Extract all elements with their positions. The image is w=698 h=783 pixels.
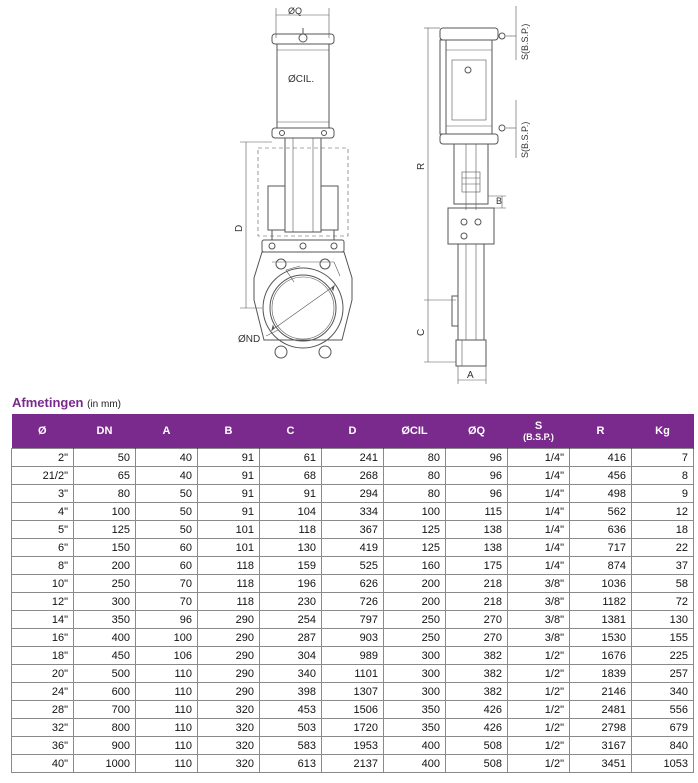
- table-cell: 525: [322, 557, 384, 575]
- table-cell: 426: [446, 719, 508, 737]
- table-cell: 22: [632, 539, 694, 557]
- table-cell: 340: [260, 665, 322, 683]
- table-cell: 400: [74, 629, 136, 647]
- table-cell: 196: [260, 575, 322, 593]
- table-cell: 125: [384, 521, 446, 539]
- table-cell: 101: [198, 521, 260, 539]
- table-cell: 91: [198, 449, 260, 467]
- table-cell: 400: [384, 737, 446, 755]
- table-row: [12, 719, 694, 737]
- table-cell: 3": [12, 485, 74, 503]
- table-cell: 1053: [632, 755, 694, 773]
- table-cell: 250: [384, 629, 446, 647]
- header-cell: D: [322, 414, 384, 449]
- table-cell: 294: [322, 485, 384, 503]
- table-cell: 110: [136, 755, 198, 773]
- table-cell: 290: [198, 683, 260, 701]
- table-cell: 268: [322, 467, 384, 485]
- table-cell: 717: [570, 539, 632, 557]
- table-cell: 2146: [570, 683, 632, 701]
- table-cell: 2": [12, 449, 74, 467]
- label-cil: ØCIL.: [288, 74, 315, 85]
- table-cell: 583: [260, 737, 322, 755]
- label-s-top: S(B.S.P.): [520, 23, 530, 60]
- table-cell: 456: [570, 467, 632, 485]
- table-cell: 4": [12, 503, 74, 521]
- table-cell: 175: [446, 557, 508, 575]
- table-cell: 1/2": [508, 683, 570, 701]
- label-r: R: [416, 162, 427, 170]
- table-cell: 100: [136, 629, 198, 647]
- table-cell: 72: [632, 593, 694, 611]
- table-cell: 8": [12, 557, 74, 575]
- table-cell: 562: [570, 503, 632, 521]
- table-cell: 60: [136, 557, 198, 575]
- table-cell: 10": [12, 575, 74, 593]
- table-cell: 1/2": [508, 755, 570, 773]
- table-cell: 503: [260, 719, 322, 737]
- table-cell: 36": [12, 737, 74, 755]
- table-row: [12, 467, 694, 485]
- table-body: [12, 449, 694, 773]
- table-cell: 1720: [322, 719, 384, 737]
- table-row: [12, 593, 694, 611]
- table-cell: 382: [446, 665, 508, 683]
- header-s-label: S: [534, 420, 543, 432]
- table-cell: 3/8": [508, 629, 570, 647]
- table-cell: 334: [322, 503, 384, 521]
- table-cell: 613: [260, 755, 322, 773]
- table-cell: 91: [260, 485, 322, 503]
- header-cell: ØQ: [446, 414, 508, 449]
- table-cell: 16": [12, 629, 74, 647]
- table-cell: 96: [446, 467, 508, 485]
- table-cell: 96: [136, 611, 198, 629]
- table-cell: 419: [322, 539, 384, 557]
- section-heading: [12, 395, 121, 410]
- table-cell: 130: [260, 539, 322, 557]
- table-row: [12, 449, 694, 467]
- table-cell: 1/4": [508, 557, 570, 575]
- table-cell: 1/2": [508, 719, 570, 737]
- table-cell: 125: [384, 539, 446, 557]
- table-cell: 254: [260, 611, 322, 629]
- table-row: [12, 737, 694, 755]
- table-cell: 18: [632, 521, 694, 539]
- table-cell: 382: [446, 647, 508, 665]
- table-row: [12, 503, 694, 521]
- table-cell: 508: [446, 755, 508, 773]
- label-c: C: [416, 328, 427, 336]
- table-cell: 110: [136, 683, 198, 701]
- table-cell: 726: [322, 593, 384, 611]
- table-cell: 2481: [570, 701, 632, 719]
- header-cell: A: [136, 414, 198, 449]
- table-cell: 300: [74, 593, 136, 611]
- table-cell: 21/2": [12, 467, 74, 485]
- table-cell: 6": [12, 539, 74, 557]
- table-cell: 3167: [570, 737, 632, 755]
- table-cell: 874: [570, 557, 632, 575]
- table-cell: 903: [322, 629, 384, 647]
- table-cell: 110: [136, 737, 198, 755]
- table-cell: 367: [322, 521, 384, 539]
- table-cell: 118: [198, 593, 260, 611]
- table-cell: 1/4": [508, 503, 570, 521]
- table-cell: 1676: [570, 647, 632, 665]
- table-row: [12, 485, 694, 503]
- header-cell: DN: [74, 414, 136, 449]
- table-cell: 115: [446, 503, 508, 521]
- table-cell: 20": [12, 665, 74, 683]
- table-cell: 797: [322, 611, 384, 629]
- table-cell: 155: [632, 629, 694, 647]
- table-cell: 508: [446, 737, 508, 755]
- table-cell: 498: [570, 485, 632, 503]
- table-cell: 70: [136, 575, 198, 593]
- table-cell: 130: [632, 611, 694, 629]
- table-row: [12, 629, 694, 647]
- table-row: [12, 575, 694, 593]
- table-cell: 100: [74, 503, 136, 521]
- table-cell: 32": [12, 719, 74, 737]
- table-cell: 453: [260, 701, 322, 719]
- table-row: [12, 755, 694, 773]
- table-cell: 398: [260, 683, 322, 701]
- heading-title: Afmetingen: [12, 395, 84, 410]
- table-cell: 14": [12, 611, 74, 629]
- table-cell: 270: [446, 611, 508, 629]
- table-cell: 50: [136, 485, 198, 503]
- table-cell: 636: [570, 521, 632, 539]
- table-header-row: [12, 414, 694, 449]
- table-cell: 80: [384, 467, 446, 485]
- table-cell: 679: [632, 719, 694, 737]
- table-cell: 287: [260, 629, 322, 647]
- table-cell: 12": [12, 593, 74, 611]
- table-cell: 138: [446, 539, 508, 557]
- table-cell: 91: [198, 467, 260, 485]
- table-cell: 700: [74, 701, 136, 719]
- table-cell: 37: [632, 557, 694, 575]
- table-cell: 320: [198, 719, 260, 737]
- table-cell: 320: [198, 755, 260, 773]
- table-cell: 290: [198, 665, 260, 683]
- table-cell: 1307: [322, 683, 384, 701]
- header-cell: ØCIL: [384, 414, 446, 449]
- table-cell: 200: [74, 557, 136, 575]
- table-cell: 1/4": [508, 539, 570, 557]
- table-cell: 1/2": [508, 737, 570, 755]
- table-cell: 159: [260, 557, 322, 575]
- table-cell: 340: [632, 683, 694, 701]
- table-cell: 1953: [322, 737, 384, 755]
- table-cell: 241: [322, 449, 384, 467]
- table-cell: 1000: [74, 755, 136, 773]
- table-cell: 96: [446, 449, 508, 467]
- table-cell: 40: [136, 467, 198, 485]
- table-cell: 58: [632, 575, 694, 593]
- table-cell: 70: [136, 593, 198, 611]
- table-cell: 80: [74, 485, 136, 503]
- table-cell: 1/2": [508, 665, 570, 683]
- table-row: [12, 539, 694, 557]
- table-cell: 80: [384, 485, 446, 503]
- table-cell: 1506: [322, 701, 384, 719]
- table-cell: 200: [384, 593, 446, 611]
- table-cell: 61: [260, 449, 322, 467]
- table-cell: 290: [198, 629, 260, 647]
- table-cell: 300: [384, 665, 446, 683]
- table-cell: 500: [74, 665, 136, 683]
- table-cell: 1036: [570, 575, 632, 593]
- table-cell: 3451: [570, 755, 632, 773]
- table-cell: 600: [74, 683, 136, 701]
- table-row: [12, 521, 694, 539]
- table-cell: 290: [198, 611, 260, 629]
- table-cell: 18": [12, 647, 74, 665]
- table-cell: 304: [260, 647, 322, 665]
- header-s-sub: (B.S.P.): [523, 432, 554, 442]
- table-cell: 300: [384, 683, 446, 701]
- table-cell: 840: [632, 737, 694, 755]
- table-cell: 3/8": [508, 611, 570, 629]
- header-cell: Ø: [12, 414, 74, 449]
- table-cell: 320: [198, 737, 260, 755]
- label-b: B: [496, 196, 503, 206]
- table-cell: 230: [260, 593, 322, 611]
- table-cell: 225: [632, 647, 694, 665]
- table-cell: 80: [384, 449, 446, 467]
- table-cell: 9: [632, 485, 694, 503]
- table-cell: 150: [74, 539, 136, 557]
- table-cell: 300: [384, 647, 446, 665]
- table-cell: 416: [570, 449, 632, 467]
- table-cell: 24": [12, 683, 74, 701]
- table-cell: 900: [74, 737, 136, 755]
- table-cell: 106: [136, 647, 198, 665]
- table-cell: 104: [260, 503, 322, 521]
- valve-technical-drawing: [0, 0, 698, 390]
- table-cell: 96: [446, 485, 508, 503]
- table-cell: 1/4": [508, 485, 570, 503]
- table-cell: 1/4": [508, 467, 570, 485]
- table-cell: 118: [198, 557, 260, 575]
- table-cell: 400: [384, 755, 446, 773]
- table-cell: 2798: [570, 719, 632, 737]
- label-s-mid: S(B.S.P.): [520, 121, 530, 158]
- table-cell: 65: [74, 467, 136, 485]
- table-cell: 3/8": [508, 593, 570, 611]
- table-cell: 50: [136, 503, 198, 521]
- header-cell: C: [260, 414, 322, 449]
- table-cell: 118: [198, 575, 260, 593]
- table-cell: 118: [260, 521, 322, 539]
- table-cell: 556: [632, 701, 694, 719]
- table-cell: 91: [198, 485, 260, 503]
- table-cell: 1530: [570, 629, 632, 647]
- table-cell: 1/2": [508, 647, 570, 665]
- table-cell: 250: [384, 611, 446, 629]
- table-cell: 3/8": [508, 575, 570, 593]
- table-cell: 218: [446, 593, 508, 611]
- header-cell: Kg: [632, 414, 694, 449]
- table-row: [12, 701, 694, 719]
- table-cell: 2137: [322, 755, 384, 773]
- header-cell: R: [570, 414, 632, 449]
- table-cell: 91: [198, 503, 260, 521]
- table-cell: 110: [136, 665, 198, 683]
- table-cell: 200: [384, 575, 446, 593]
- table-cell: 50: [136, 521, 198, 539]
- table-cell: 257: [632, 665, 694, 683]
- table-cell: 1/4": [508, 521, 570, 539]
- table-cell: 450: [74, 647, 136, 665]
- table-cell: 1839: [570, 665, 632, 683]
- heading-subtitle: (in mm): [87, 399, 122, 410]
- table-cell: 60: [136, 539, 198, 557]
- table-cell: 320: [198, 701, 260, 719]
- table-cell: 270: [446, 629, 508, 647]
- table-cell: 626: [322, 575, 384, 593]
- table-cell: 350: [384, 701, 446, 719]
- table-cell: 250: [74, 575, 136, 593]
- table-cell: 1/4": [508, 449, 570, 467]
- label-a: A: [467, 370, 474, 381]
- table-cell: 110: [136, 719, 198, 737]
- table-cell: 8: [632, 467, 694, 485]
- table-cell: 218: [446, 575, 508, 593]
- table-cell: 7: [632, 449, 694, 467]
- table-row: [12, 647, 694, 665]
- table-cell: 426: [446, 701, 508, 719]
- table-cell: 101: [198, 539, 260, 557]
- table-row: [12, 557, 694, 575]
- table-cell: 68: [260, 467, 322, 485]
- table-row: [12, 611, 694, 629]
- table-cell: 350: [74, 611, 136, 629]
- table-cell: 100: [384, 503, 446, 521]
- label-nd: ØND: [238, 334, 261, 345]
- table-cell: 12: [632, 503, 694, 521]
- table-cell: 350: [384, 719, 446, 737]
- table-cell: 1182: [570, 593, 632, 611]
- dimensions-table: [11, 414, 694, 773]
- table-cell: 989: [322, 647, 384, 665]
- table-cell: 40: [136, 449, 198, 467]
- table-cell: 5": [12, 521, 74, 539]
- table-cell: 290: [198, 647, 260, 665]
- table-cell: 50: [74, 449, 136, 467]
- table-cell: 40": [12, 755, 74, 773]
- header-cell: B: [198, 414, 260, 449]
- table-cell: 382: [446, 683, 508, 701]
- table-cell: 1101: [322, 665, 384, 683]
- table-cell: 28": [12, 701, 74, 719]
- table-cell: 1/2": [508, 701, 570, 719]
- table-cell: 1381: [570, 611, 632, 629]
- header-cell-s: [508, 414, 570, 449]
- table-row: [12, 683, 694, 701]
- label-d: D: [234, 224, 245, 232]
- table-cell: 138: [446, 521, 508, 539]
- table-cell: 125: [74, 521, 136, 539]
- label-q: ØQ: [288, 6, 303, 16]
- table-row: [12, 665, 694, 683]
- table-cell: 800: [74, 719, 136, 737]
- table-cell: 110: [136, 701, 198, 719]
- table-cell: 160: [384, 557, 446, 575]
